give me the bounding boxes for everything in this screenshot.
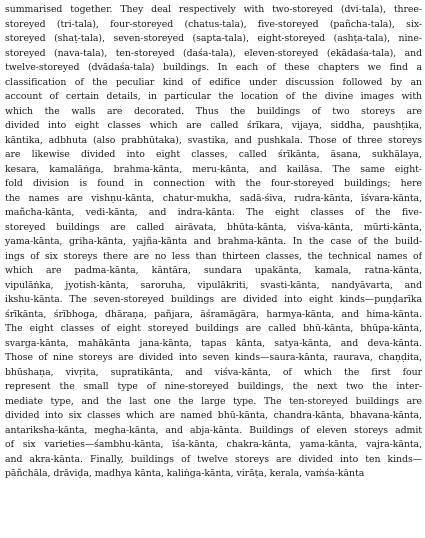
text-line: which the walls are decorated. Thus the buildings of two storeys are xyxy=(5,105,422,117)
text-line: antariksha-kānta, megha-kānta, and abja-kānta. Buildings of eleven storeys admit xyxy=(5,424,422,436)
text-line: kāntika, adbhuta (also prabhūtaka), svastika, and pushkala. Those of three storeys xyxy=(5,134,422,146)
text-line: śrīkānta, śrībhoga, dhāraṇa, pañjara, āśramāgāra, harmya-kānta, and hima-kānta. xyxy=(5,308,422,320)
text-line: Those of nine storeys are divided into seven kinds—saura-kānta, raurava, chaṇḍita, xyxy=(5,352,422,363)
text-line: pāñchāla, drāviḍa, madhya kānta, kaliṅga-kānta, virāṭa, kerala, vaṁśa-kānta xyxy=(5,468,365,479)
text-line: vipulāṅka, jyotish-kānta, saroruha, vipulākriti, svasti-kānta, nandyāvarta, and xyxy=(5,279,422,291)
text-line: of six varieties—śambhu-kānta, īśa-kānta, chakra-kānta, yama-kānta, vajra-kānta, xyxy=(5,439,422,450)
text-line: which are padma-kānta, kāntāra, sundara upakānta, kamala, ratna-kānta, xyxy=(5,265,422,276)
text-line: represent the small type of nine-storeyed buildings, the next two the inter- xyxy=(5,381,422,392)
text-line: divided into six classes which are named bhū-kānta, chandra-kānta, bhavana-kānta, xyxy=(5,410,422,421)
text-line: summarised together. They deal respectively with two-storeyed (dvi-tala), three- xyxy=(5,4,422,15)
text-line: storeyed buildings are called airāvata, bhūta-kānta, viśva-kānta, mūrti-kānta, xyxy=(5,221,422,233)
text-line: storeyed (nava-tala), ten-storeyed (daśa-tala), eleven-storeyed (ekādaśa-tala), and xyxy=(5,47,422,59)
text-line: ikshu-kānta. The seven-storeyed buildings are divided into eight kinds—puṇḍarīka xyxy=(5,294,422,305)
text-line: storeyed (shaṭ-tala), seven-storeyed (sapta-tala), eight-storeyed (ashṭa-tala), nine- xyxy=(5,33,422,44)
text-line: storeyed (tri-tala), four-storeyed (chatus-tala), five-storeyed (pañcha-tala), six- xyxy=(5,18,422,30)
text-line: ings of six storeys there are no less than thirteen classes, the technical names of xyxy=(5,250,422,262)
text-line: and akra-kānta. Finally, buildings of twelve storeys are divided into ten kinds— xyxy=(5,453,422,465)
text-line: yama-kānta, griha-kānta, yajña-kānta and brahma-kānta. In the case of the build- xyxy=(5,236,422,247)
text-line: mañcha-kānta, vedi-kānta, and indra-kānta. The eight classes of the five- xyxy=(5,207,422,218)
text-line: The eight classes of eight storeyed buildings are called bhū-kānta, bhūpa-kānta, xyxy=(5,323,422,334)
text-line: account of certain details, in particular the location of the divine images with xyxy=(5,91,422,102)
text-line: the names are vishṇu-kānta, chatur-mukha, sadā-śiva, rudra-kānta, īśvara-kānta, xyxy=(5,192,422,204)
text-line: kesara, kamalāṅga, brahma-kānta, meru-kānta, and kailāsa. The same eight- xyxy=(5,163,422,175)
text-line: bhūshaṇa, vivṛita, supratikānta, and viśva-kānta, of which the first four xyxy=(5,366,422,378)
text-line: svarga-kānta, mahākānta jana-kānta, tapas kānta, satya-kānta, and deva-kānta. xyxy=(5,337,422,349)
text-line: fold division is found in connection with the four-storeyed buildings; here xyxy=(5,178,422,189)
text-line: are likewise divided into eight classes, called śrīkānta, āsana, sukhālaya, xyxy=(5,149,422,160)
text-line: classification of the peculiar kind of edifice under discussion followed by an xyxy=(5,76,422,88)
text-line: mediate type, and the last one the large type. The ten-storeyed buildings are xyxy=(5,395,422,407)
text-line: divided into eight classes which are called śrīkara, vijaya, siddha, paushṭika, xyxy=(5,120,422,131)
text-line: twelve-storeyed (dvādaśa-tala) buildings. In each of these chapters we find a xyxy=(5,62,422,73)
